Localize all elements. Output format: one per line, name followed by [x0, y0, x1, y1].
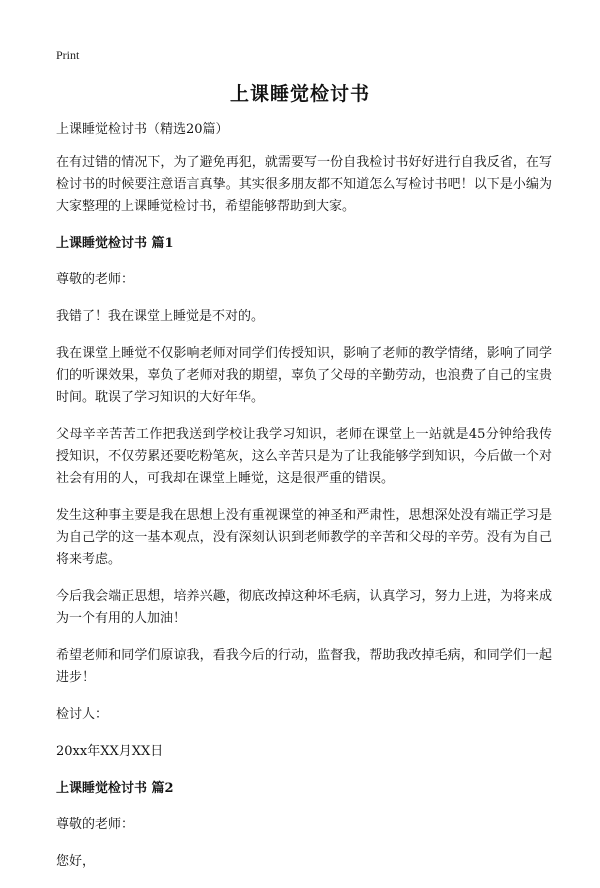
section-heading-1: 上课睡觉检讨书 篇1	[56, 236, 174, 251]
section-heading-2: 上课睡觉检讨书 篇2	[56, 781, 174, 796]
greeting: 尊敬的老师：	[56, 817, 135, 832]
body-paragraph: 父母辛辛苦苦工作把我送到学校让我学习知识，老师在课堂上一站就是45分钟给我传授知识，不仅劳累还要吃粉笔灰，这么辛苦只是为了让我能够学到知识，今后做一个对社会有用的人，可我却在课堂上睡觉，这是很严重的错误。	[56, 427, 552, 486]
body-paragraph: 我在课堂上睡觉不仅影响老师对同学们传授知识，影响了老师的教学情绪，影响了同学们的听课效果，辜负了老师对我的期望，辜负了父母的辛勤劳动，也浪费了自己的宝贵时间。耽误了学习知识的大好年华。	[56, 346, 552, 405]
greeting: 尊敬的老师：	[56, 272, 135, 287]
print-link[interactable]: Print	[56, 48, 80, 62]
body-paragraph: 发生这种事主要是我在思想上没有重视课堂的神圣和严肃性，思想深处没有端正学习是为自己学的这一基本观点，没有深刻认识到老师教学的辛苦和父母的辛劳。没有为自己将来考虑。	[56, 508, 552, 567]
date-line: 20xx年XX月XX日	[56, 744, 164, 759]
body-paragraph: 今后我会端正思想，培养兴趣，彻底改掉这种坏毛病，认真学习，努力上进，为将来成为一个有用的人加油！	[56, 589, 552, 626]
body-paragraph: 您好，	[56, 854, 96, 869]
signature-line: 检讨人：	[56, 707, 109, 722]
body-paragraph: 我错了！我在课堂上睡觉是不对的。	[56, 309, 265, 324]
document-subtitle: 上课睡觉检讨书（精选20篇）	[56, 122, 229, 137]
page-title: 上课睡觉检讨书	[229, 83, 370, 105]
body-paragraph: 希望老师和同学们原谅我，看我今后的行动，监督我，帮助我改掉毛病，和同学们一起进步！	[56, 648, 552, 685]
document-body	[56, 119, 552, 888]
intro-paragraph: 在有过错的情况下，为了避免再犯，就需要写一份自我检讨书好好进行自我反省，在写检讨书的时候要注意语言真挚。其实很多朋友都不知道怎么写检讨书吧！以下是小编为大家整理的上课睡觉检讨书，希望能够帮助到大家。	[56, 155, 552, 214]
